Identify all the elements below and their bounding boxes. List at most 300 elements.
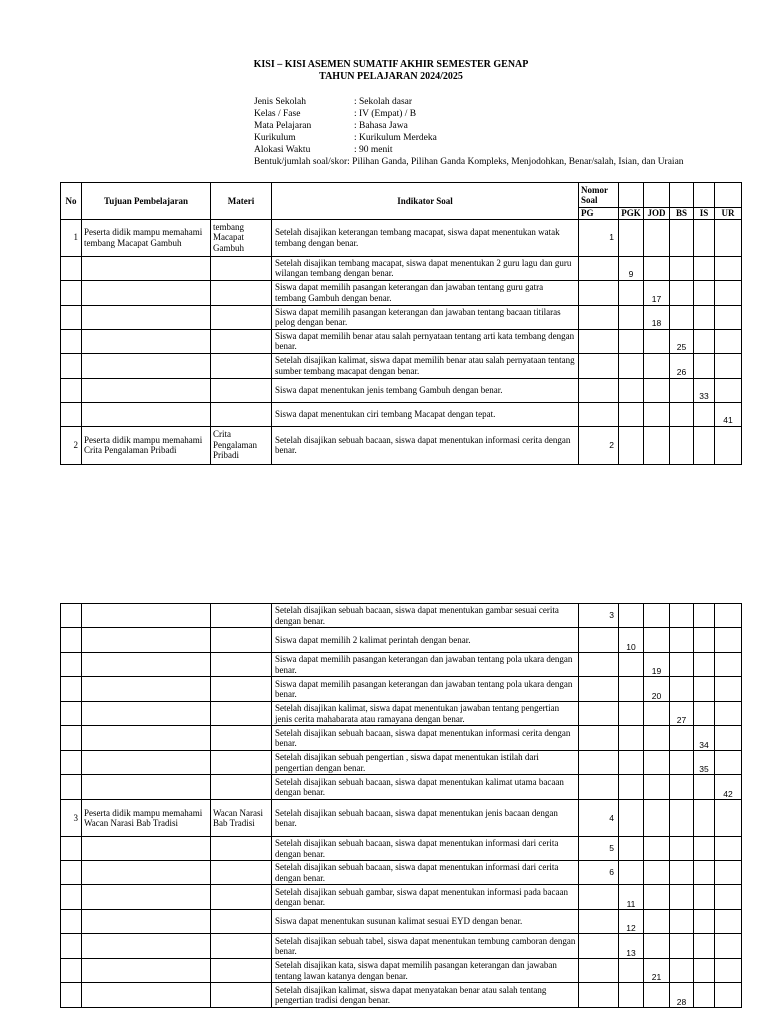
bs-cell bbox=[670, 726, 694, 751]
ur-cell: 41 bbox=[715, 402, 742, 426]
indikator-cell: Siswa dapat menentukan ciri tembang Macapat dengan tepat. bbox=[272, 402, 579, 426]
is-cell bbox=[694, 653, 715, 677]
header-materi: Materi bbox=[211, 183, 272, 220]
pg-cell bbox=[579, 983, 619, 1008]
indikator-cell: Setelah disajikan keterangan tembang macapat, siswa dapat menentukan watak tembang dengan benar. bbox=[272, 219, 579, 256]
tujuan-cell bbox=[82, 775, 211, 800]
row-number bbox=[61, 280, 82, 305]
materi-cell bbox=[211, 934, 272, 959]
header-nomor-soal: Nomor Soal bbox=[579, 183, 619, 208]
is-cell bbox=[694, 353, 715, 378]
header-ur: UR bbox=[715, 208, 742, 220]
bs-cell bbox=[670, 934, 694, 959]
bs-cell bbox=[670, 402, 694, 426]
info-block bbox=[254, 96, 684, 168]
tujuan-cell: Peserta didik mampu memahami tembang Macapat Gambuh bbox=[82, 219, 211, 256]
row-number bbox=[61, 885, 82, 910]
pgk-cell bbox=[619, 677, 644, 702]
pgk-cell bbox=[619, 378, 644, 402]
info-row bbox=[254, 132, 684, 144]
info-label: Bentuk/jumlah soal/skor bbox=[254, 157, 348, 167]
jod-cell bbox=[644, 983, 670, 1008]
materi-cell bbox=[211, 726, 272, 751]
bs-cell bbox=[670, 910, 694, 934]
is-cell bbox=[694, 280, 715, 305]
pg-cell: 3 bbox=[579, 604, 619, 628]
bs-cell bbox=[670, 256, 694, 280]
indikator-cell: Setelah disajikan sebuah bacaan, siswa dapat menentukan kalimat utama bacaan dengan benar. bbox=[272, 775, 579, 800]
jod-cell bbox=[644, 934, 670, 959]
row-number bbox=[61, 353, 82, 378]
indikator-cell: Setelah disajikan sebuah bacaan, siswa dapat menentukan informasi dari cerita dengan benar. bbox=[272, 861, 579, 885]
pg-cell bbox=[579, 256, 619, 280]
ur-cell bbox=[715, 800, 742, 837]
tujuan-cell bbox=[82, 329, 211, 353]
table-row bbox=[61, 329, 742, 353]
tujuan-cell bbox=[82, 305, 211, 329]
is-cell bbox=[694, 775, 715, 800]
info-label: Kurikulum bbox=[254, 133, 296, 143]
tujuan-cell: Peserta didik mampu memahami Wacan Narasi Bab Tradisi bbox=[82, 800, 211, 837]
ur-cell: 42 bbox=[715, 775, 742, 800]
info-value: : Pilihan Ganda, Pilihan Ganda Kompleks, Menjodohkan, Benar/salah, Isian, dan Uraian bbox=[347, 157, 684, 167]
row-number bbox=[61, 604, 82, 628]
is-cell bbox=[694, 959, 715, 983]
tujuan-cell bbox=[82, 934, 211, 959]
ur-cell bbox=[715, 983, 742, 1008]
indikator-cell: Siswa dapat menentukan jenis tembang Gambuh dengan benar. bbox=[272, 378, 579, 402]
is-cell bbox=[694, 426, 715, 464]
ur-cell bbox=[715, 677, 742, 702]
row-number: 3 bbox=[61, 800, 82, 837]
document-subtitle: TAHUN PELAJARAN 2024/2025 bbox=[319, 71, 463, 82]
materi-cell bbox=[211, 604, 272, 628]
materi-cell bbox=[211, 653, 272, 677]
indikator-cell: Setelah disajikan sebuah pengertian , siswa dapat menentukan istilah dari pengertian dengan benar. bbox=[272, 751, 579, 775]
pgk-cell bbox=[619, 604, 644, 628]
bs-cell bbox=[670, 775, 694, 800]
pgk-cell bbox=[619, 219, 644, 256]
jod-cell bbox=[644, 861, 670, 885]
pgk-cell bbox=[619, 983, 644, 1008]
pgk-cell: 12 bbox=[619, 910, 644, 934]
materi-cell bbox=[211, 775, 272, 800]
pgk-cell bbox=[619, 702, 644, 726]
row-number bbox=[61, 702, 82, 726]
indikator-cell: Siswa dapat memilih benar atau salah pernyataan tentang arti kata tembang dengan benar. bbox=[272, 329, 579, 353]
pg-cell: 6 bbox=[579, 861, 619, 885]
is-cell bbox=[694, 861, 715, 885]
indikator-cell: Siswa dapat memilih pasangan keterangan dan jawaban tentang bacaan titilaras pelog dengan benar. bbox=[272, 305, 579, 329]
info-row bbox=[254, 120, 684, 132]
row-number: 2 bbox=[61, 426, 82, 464]
row-number bbox=[61, 983, 82, 1008]
is-cell: 33 bbox=[694, 378, 715, 402]
materi-cell bbox=[211, 885, 272, 910]
table-row bbox=[61, 800, 742, 837]
table-row bbox=[61, 751, 742, 775]
is-cell bbox=[694, 702, 715, 726]
is-cell bbox=[694, 837, 715, 861]
table-row bbox=[61, 604, 742, 628]
header-is: IS bbox=[694, 208, 715, 220]
info-value: : IV (Empat) / B bbox=[354, 109, 417, 119]
tujuan-cell bbox=[82, 628, 211, 653]
materi-cell bbox=[211, 861, 272, 885]
tujuan-cell bbox=[82, 280, 211, 305]
ur-cell bbox=[715, 256, 742, 280]
tujuan-cell bbox=[82, 256, 211, 280]
is-cell bbox=[694, 604, 715, 628]
ur-cell bbox=[715, 751, 742, 775]
jod-cell: 18 bbox=[644, 305, 670, 329]
jod-cell bbox=[644, 353, 670, 378]
row-number bbox=[61, 329, 82, 353]
info-row bbox=[254, 108, 684, 120]
row-number: 1 bbox=[61, 219, 82, 256]
pg-cell bbox=[579, 751, 619, 775]
header-indikator: Indikator Soal bbox=[272, 183, 579, 220]
indikator-cell: Siswa dapat memilih pasangan keterangan dan jawaban tentang pola ukara dengan benar. bbox=[272, 653, 579, 677]
pgk-cell bbox=[619, 800, 644, 837]
tujuan-cell bbox=[82, 910, 211, 934]
pg-cell bbox=[579, 353, 619, 378]
jod-cell bbox=[644, 751, 670, 775]
row-number bbox=[61, 910, 82, 934]
ur-cell bbox=[715, 885, 742, 910]
row-number bbox=[61, 751, 82, 775]
jod-cell bbox=[644, 885, 670, 910]
bs-cell bbox=[670, 861, 694, 885]
pgk-cell bbox=[619, 751, 644, 775]
pg-cell bbox=[579, 885, 619, 910]
bs-cell bbox=[670, 800, 694, 837]
is-cell bbox=[694, 628, 715, 653]
materi-cell: Wacan Narasi Bab Tradisi bbox=[211, 800, 272, 837]
info-label: Mata Pelajaran bbox=[254, 121, 312, 131]
ur-cell bbox=[715, 378, 742, 402]
indikator-cell: Siswa dapat memilih pasangan keterangan dan jawaban tentang pola ukara dengan benar. bbox=[272, 677, 579, 702]
table-row bbox=[61, 353, 742, 378]
table-row bbox=[61, 910, 742, 934]
indikator-cell: Setelah disajikan sebuah bacaan, siswa dapat menentukan informasi cerita dengan benar. bbox=[272, 726, 579, 751]
table-row bbox=[61, 219, 742, 256]
table-row bbox=[61, 378, 742, 402]
header-pg: PG bbox=[579, 208, 619, 220]
jod-cell: 19 bbox=[644, 653, 670, 677]
is-cell bbox=[694, 677, 715, 702]
pg-cell bbox=[579, 628, 619, 653]
tujuan-cell: Peserta didik mampu memahami Crita Pengalaman Pribadi bbox=[82, 426, 211, 464]
jod-cell bbox=[644, 910, 670, 934]
materi-cell bbox=[211, 280, 272, 305]
info-value: : Kurikulum Merdeka bbox=[354, 133, 437, 143]
pgk-cell bbox=[619, 959, 644, 983]
tujuan-cell bbox=[82, 983, 211, 1008]
tujuan-cell bbox=[82, 959, 211, 983]
pg-cell bbox=[579, 378, 619, 402]
table-row bbox=[61, 837, 742, 861]
is-cell bbox=[694, 800, 715, 837]
table-row bbox=[61, 983, 742, 1008]
indikator-cell: Setelah disajikan sebuah tabel, siswa dapat menentukan tembung camboran dengan benar. bbox=[272, 934, 579, 959]
row-number bbox=[61, 934, 82, 959]
indikator-cell: Setelah disajikan kalimat, siswa dapat memilih benar atau salah pernyataan tentang sumber tembang macapat dengan benar. bbox=[272, 353, 579, 378]
materi-cell bbox=[211, 402, 272, 426]
pgk-cell: 13 bbox=[619, 934, 644, 959]
table-row bbox=[61, 280, 742, 305]
bs-cell: 27 bbox=[670, 702, 694, 726]
indikator-cell: Setelah disajikan kata, siswa dapat memilih pasangan keterangan dan jawaban tentang lawan katanya dengan benar. bbox=[272, 959, 579, 983]
pgk-cell bbox=[619, 775, 644, 800]
materi-cell: tembang Macapat Gambuh bbox=[211, 219, 272, 256]
is-cell bbox=[694, 305, 715, 329]
pgk-cell bbox=[619, 280, 644, 305]
jod-cell bbox=[644, 256, 670, 280]
indikator-cell: Setelah disajikan sebuah gambar, siswa dapat menentukan informasi pada bacaan dengan benar. bbox=[272, 885, 579, 910]
materi-cell bbox=[211, 983, 272, 1008]
table-row bbox=[61, 677, 742, 702]
row-number bbox=[61, 726, 82, 751]
pg-cell bbox=[579, 402, 619, 426]
materi-cell bbox=[211, 628, 272, 653]
row-number bbox=[61, 653, 82, 677]
info-row bbox=[254, 156, 684, 168]
indikator-cell: Siswa dapat menentukan susunan kalimat sesuai EYD dengan benar. bbox=[272, 910, 579, 934]
is-cell bbox=[694, 219, 715, 256]
pg-cell bbox=[579, 726, 619, 751]
tujuan-cell bbox=[82, 726, 211, 751]
indikator-cell: Setelah disajikan kalimat, siswa dapat menentukan jawaban tentang pengertian jenis cerita mahabarata atau ramayana dengan benar. bbox=[272, 702, 579, 726]
table-row bbox=[61, 702, 742, 726]
row-number bbox=[61, 305, 82, 329]
table-row bbox=[61, 305, 742, 329]
row-number bbox=[61, 677, 82, 702]
info-label: Kelas / Fase bbox=[254, 109, 301, 119]
is-cell bbox=[694, 934, 715, 959]
bs-cell bbox=[670, 628, 694, 653]
ur-cell bbox=[715, 426, 742, 464]
tujuan-cell bbox=[82, 677, 211, 702]
bs-cell bbox=[670, 219, 694, 256]
materi-cell bbox=[211, 329, 272, 353]
header-tujuan: Tujuan Pembelajaran bbox=[82, 183, 211, 220]
row-number bbox=[61, 402, 82, 426]
jod-cell: 20 bbox=[644, 677, 670, 702]
row-number bbox=[61, 628, 82, 653]
pgk-cell: 9 bbox=[619, 256, 644, 280]
is-cell bbox=[694, 983, 715, 1008]
ur-cell bbox=[715, 837, 742, 861]
jod-cell bbox=[644, 219, 670, 256]
materi-cell: Crita Pengalaman Pribadi bbox=[211, 426, 272, 464]
row-number bbox=[61, 256, 82, 280]
bs-cell: 28 bbox=[670, 983, 694, 1008]
indikator-cell: Siswa dapat memilih pasangan keterangan dan jawaban tentang guru gatra tembang Gambuh dengan benar. bbox=[272, 280, 579, 305]
tujuan-cell bbox=[82, 751, 211, 775]
pg-cell: 1 bbox=[579, 219, 619, 256]
bs-cell bbox=[670, 677, 694, 702]
materi-cell bbox=[211, 677, 272, 702]
ur-cell bbox=[715, 219, 742, 256]
materi-cell bbox=[211, 305, 272, 329]
ur-cell bbox=[715, 861, 742, 885]
pgk-cell bbox=[619, 861, 644, 885]
pgk-cell bbox=[619, 402, 644, 426]
tujuan-cell bbox=[82, 837, 211, 861]
bs-cell bbox=[670, 885, 694, 910]
row-number bbox=[61, 861, 82, 885]
pg-cell: 2 bbox=[579, 426, 619, 464]
pg-cell bbox=[579, 959, 619, 983]
header-jod: JOD bbox=[644, 208, 670, 220]
tujuan-cell bbox=[82, 353, 211, 378]
ur-cell bbox=[715, 628, 742, 653]
pgk-cell bbox=[619, 726, 644, 751]
pg-cell bbox=[579, 775, 619, 800]
row-number bbox=[61, 959, 82, 983]
table-row bbox=[61, 861, 742, 885]
bs-cell: 25 bbox=[670, 329, 694, 353]
ur-cell bbox=[715, 305, 742, 329]
bs-cell bbox=[670, 604, 694, 628]
table-row bbox=[61, 885, 742, 910]
table-row bbox=[61, 402, 742, 426]
is-cell: 35 bbox=[694, 751, 715, 775]
info-value: : Sekolah dasar bbox=[354, 97, 413, 107]
tujuan-cell bbox=[82, 653, 211, 677]
ur-cell bbox=[715, 329, 742, 353]
pgk-cell bbox=[619, 305, 644, 329]
row-number bbox=[61, 775, 82, 800]
table-row bbox=[61, 653, 742, 677]
pgk-cell bbox=[619, 837, 644, 861]
ur-cell bbox=[715, 353, 742, 378]
ur-cell bbox=[715, 702, 742, 726]
indikator-cell: Setelah disajikan sebuah bacaan, siswa dapat menentukan gambar sesuai cerita dengan benar. bbox=[272, 604, 579, 628]
ur-cell bbox=[715, 653, 742, 677]
pg-cell bbox=[579, 305, 619, 329]
bs-cell bbox=[670, 280, 694, 305]
is-cell bbox=[694, 402, 715, 426]
bs-cell bbox=[670, 305, 694, 329]
pg-cell: 5 bbox=[579, 837, 619, 861]
header-no: No bbox=[61, 183, 82, 220]
materi-cell bbox=[211, 256, 272, 280]
bs-cell bbox=[670, 426, 694, 464]
jod-cell bbox=[644, 726, 670, 751]
ur-cell bbox=[715, 280, 742, 305]
is-cell bbox=[694, 885, 715, 910]
indikator-cell: Siswa dapat memilih 2 kalimat perintah dengan benar. bbox=[272, 628, 579, 653]
jod-cell bbox=[644, 402, 670, 426]
pgk-cell: 10 bbox=[619, 628, 644, 653]
indikator-cell: Setelah disajikan sebuah bacaan, siswa dapat menentukan informasi dari cerita dengan benar. bbox=[272, 837, 579, 861]
pgk-cell: 11 bbox=[619, 885, 644, 910]
materi-cell bbox=[211, 353, 272, 378]
tujuan-cell bbox=[82, 702, 211, 726]
jod-cell bbox=[644, 800, 670, 837]
jod-cell bbox=[644, 775, 670, 800]
jod-cell: 21 bbox=[644, 959, 670, 983]
pg-cell bbox=[579, 329, 619, 353]
materi-cell bbox=[211, 837, 272, 861]
jod-cell: 17 bbox=[644, 280, 670, 305]
table-row bbox=[61, 426, 742, 464]
kisi-table-page1 bbox=[60, 182, 742, 465]
tujuan-cell bbox=[82, 378, 211, 402]
pg-cell: 4 bbox=[579, 800, 619, 837]
tujuan-cell bbox=[82, 604, 211, 628]
is-cell bbox=[694, 329, 715, 353]
info-label: Alokasi Waktu bbox=[254, 145, 311, 155]
tujuan-cell bbox=[82, 885, 211, 910]
ur-cell bbox=[715, 910, 742, 934]
indikator-cell: Setelah disajikan sebuah bacaan, siswa dapat menentukan jenis bacaan dengan benar. bbox=[272, 800, 579, 837]
table-row bbox=[61, 775, 742, 800]
pg-cell bbox=[579, 702, 619, 726]
table-row bbox=[61, 628, 742, 653]
is-cell bbox=[694, 910, 715, 934]
jod-cell bbox=[644, 702, 670, 726]
pg-cell bbox=[579, 910, 619, 934]
kisi-table-page2 bbox=[60, 603, 742, 1008]
ur-cell bbox=[715, 959, 742, 983]
ur-cell bbox=[715, 934, 742, 959]
row-number bbox=[61, 378, 82, 402]
header-bs: BS bbox=[670, 208, 694, 220]
bs-cell bbox=[670, 751, 694, 775]
jod-cell bbox=[644, 604, 670, 628]
bs-cell bbox=[670, 653, 694, 677]
pgk-cell bbox=[619, 653, 644, 677]
info-row bbox=[254, 96, 684, 108]
is-cell: 34 bbox=[694, 726, 715, 751]
materi-cell bbox=[211, 751, 272, 775]
document-title: KISI – KISI ASEMEN SUMATIF AKHIR SEMESTER GENAP bbox=[253, 59, 529, 70]
indikator-cell: Setelah disajikan tembang macapat, siswa dapat menentukan 2 guru lagu dan guru wilangan tembang dengan benar. bbox=[272, 256, 579, 280]
info-value: : 90 menit bbox=[354, 145, 393, 155]
pgk-cell bbox=[619, 353, 644, 378]
row-number bbox=[61, 837, 82, 861]
pg-cell bbox=[579, 653, 619, 677]
is-cell bbox=[694, 256, 715, 280]
jod-cell bbox=[644, 378, 670, 402]
pgk-cell bbox=[619, 426, 644, 464]
jod-cell bbox=[644, 329, 670, 353]
jod-cell bbox=[644, 837, 670, 861]
info-label: Jenis Sekolah bbox=[254, 97, 306, 107]
table-row bbox=[61, 934, 742, 959]
info-value: : Bahasa Jawa bbox=[354, 121, 408, 131]
materi-cell bbox=[211, 959, 272, 983]
bs-cell bbox=[670, 959, 694, 983]
pg-cell bbox=[579, 677, 619, 702]
tujuan-cell bbox=[82, 402, 211, 426]
ur-cell bbox=[715, 726, 742, 751]
bs-cell: 26 bbox=[670, 353, 694, 378]
bs-cell bbox=[670, 378, 694, 402]
pg-cell bbox=[579, 934, 619, 959]
pgk-cell bbox=[619, 329, 644, 353]
table-row bbox=[61, 959, 742, 983]
pg-cell bbox=[579, 280, 619, 305]
ur-cell bbox=[715, 604, 742, 628]
materi-cell bbox=[211, 910, 272, 934]
header-pgk: PGK bbox=[619, 208, 644, 220]
indikator-cell: Setelah disajikan sebuah bacaan, siswa dapat menentukan informasi cerita dengan benar. bbox=[272, 426, 579, 464]
jod-cell bbox=[644, 628, 670, 653]
